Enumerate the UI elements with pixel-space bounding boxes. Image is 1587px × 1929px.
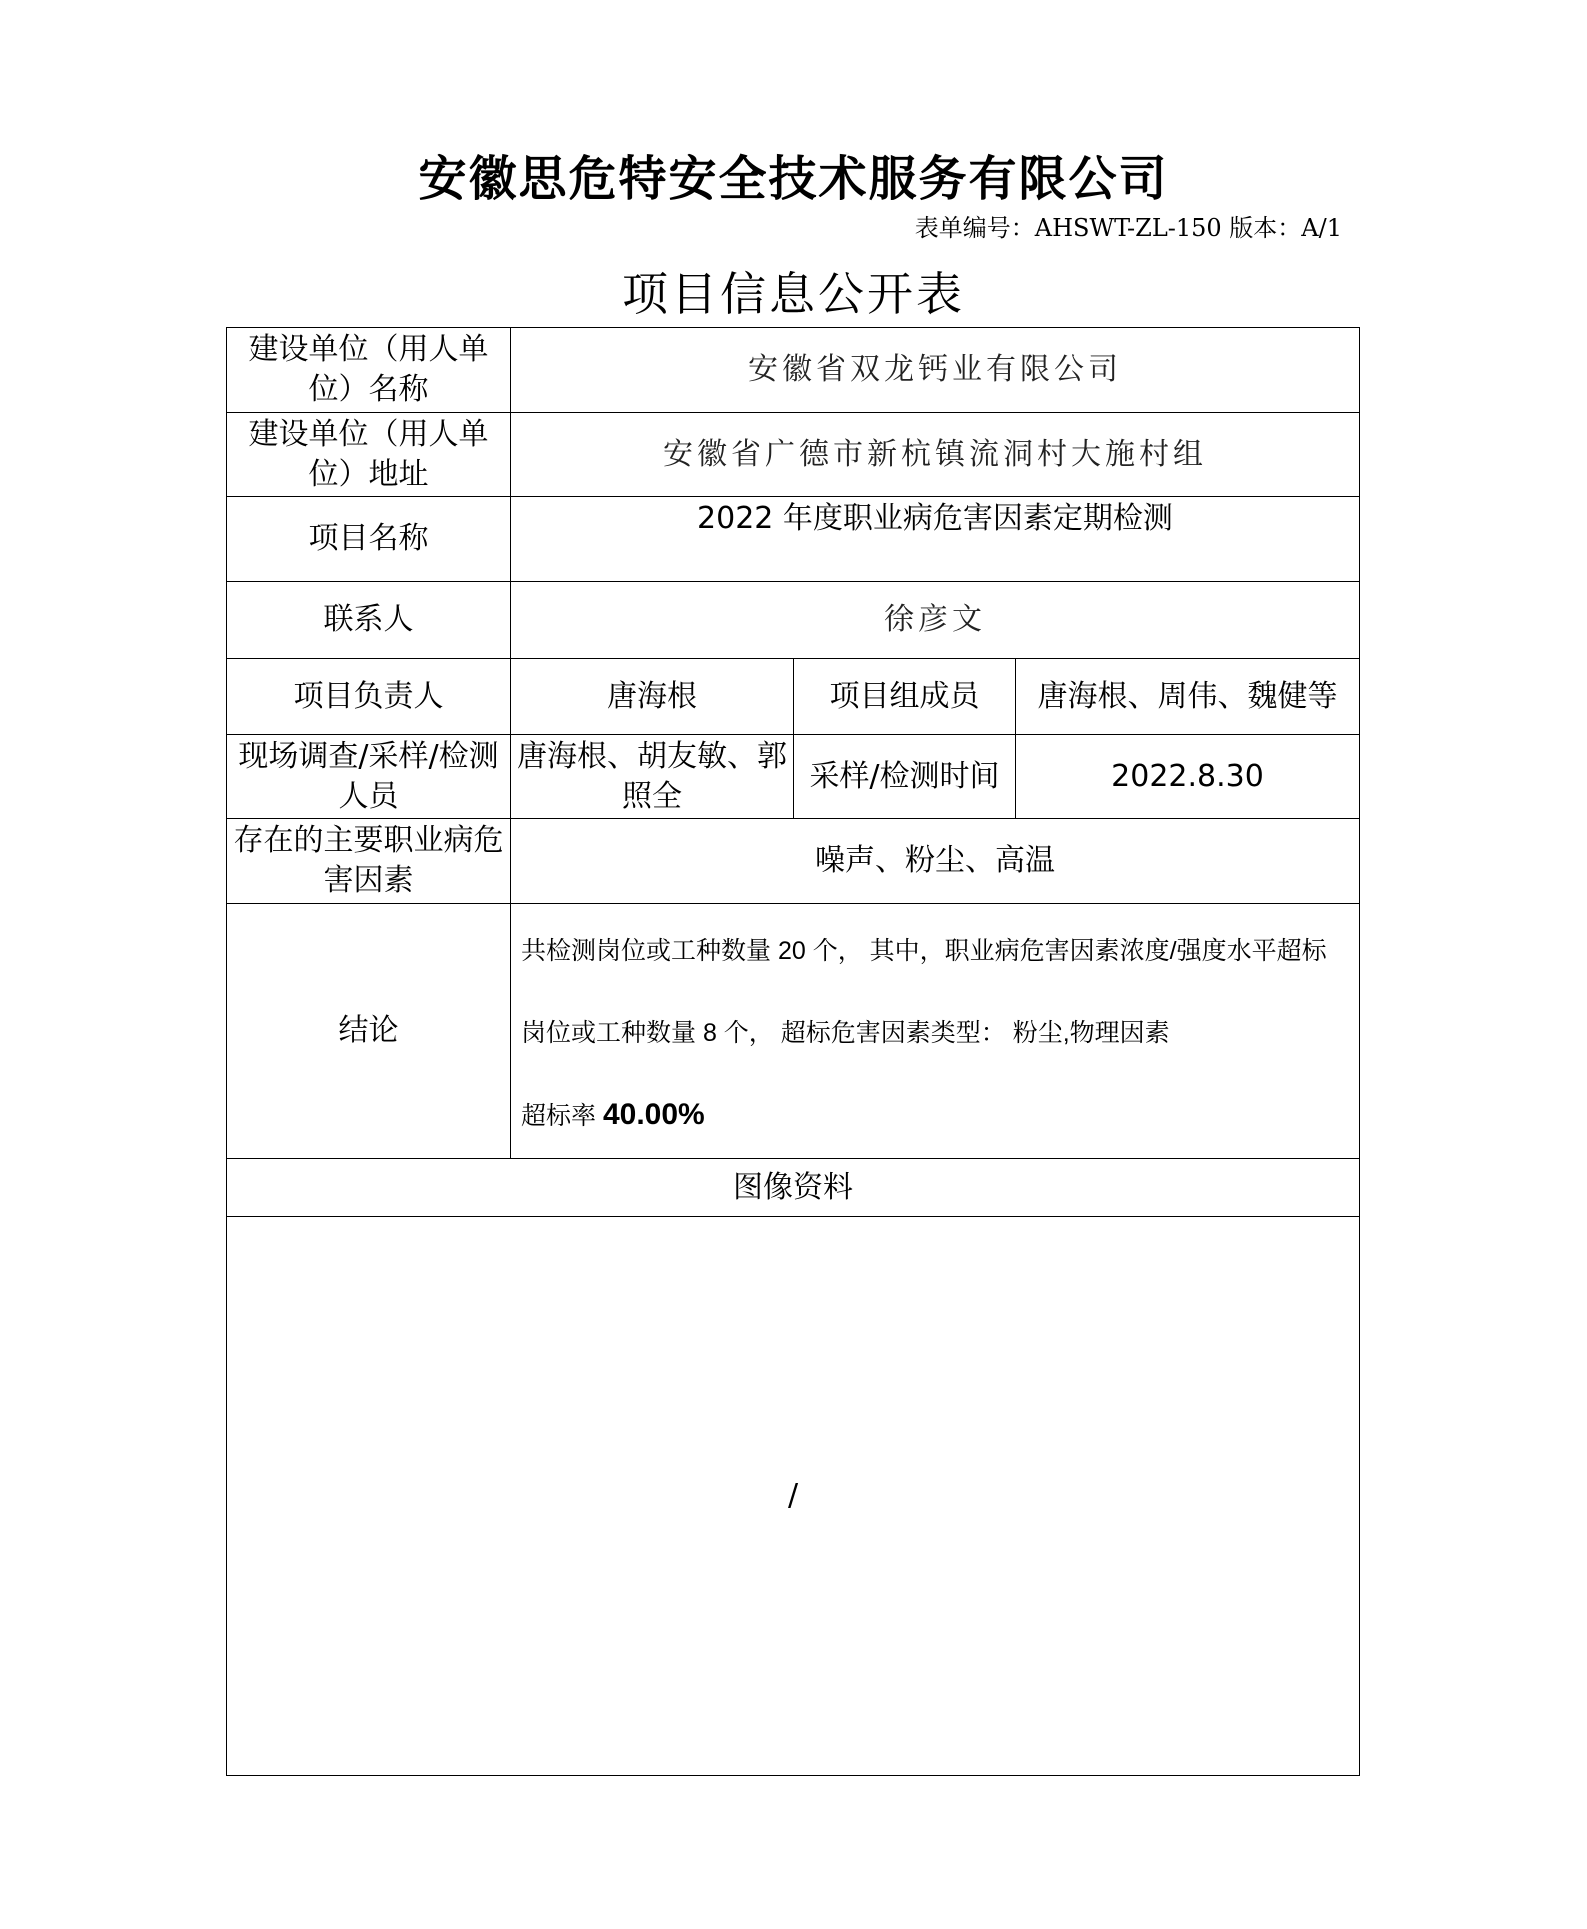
team-members-label: 项目组成员 — [794, 659, 1016, 735]
sampling-time-label: 采样/检测时间 — [794, 735, 1016, 819]
row-image-section-header — [227, 1159, 1360, 1217]
conclusion-line-2: 岗位或工种数量 8 个， 超标危害因素类型： 粉尘,物理因素 — [521, 1019, 1170, 1047]
hazards-value: 噪声、粉尘、高温 — [511, 819, 1360, 904]
contact-value: 徐彦文 — [511, 582, 1360, 659]
conclusion-line-1: 共检测岗位或工种数量 20 个， 其中，职业病危害因素浓度/强度水平超标 — [521, 937, 1327, 965]
exceed-rate-line — [521, 1074, 1349, 1156]
document-title: 项目信息公开表 — [622, 267, 965, 321]
row-conclusion — [227, 904, 1360, 1159]
project-lead-value: 唐海根 — [511, 659, 794, 735]
project-info-table — [226, 327, 1360, 1776]
row-image-content — [227, 1217, 1360, 1776]
row-contact — [227, 582, 1360, 659]
conclusion-value — [511, 904, 1360, 1159]
row-field-staff — [227, 735, 1360, 819]
sampling-time-value: 2022.8.30 — [1016, 735, 1360, 819]
employer-name-label: 建设单位（用人单位）名称 — [227, 328, 511, 413]
hazards-label: 存在的主要职业病危害因素 — [227, 819, 511, 904]
form-number: 表单编号：AHSWT-ZL-150 版本：A/1 — [914, 214, 1342, 242]
field-staff-value: 唐海根、胡友敏、郭照全 — [511, 735, 794, 819]
contact-label: 联系人 — [227, 582, 511, 659]
row-project-lead — [227, 659, 1360, 735]
company-name: 安徽思危特安全技术服务有限公司 — [418, 151, 1169, 207]
team-members-value: 唐海根、周伟、魏健等 — [1016, 659, 1360, 735]
exceed-rate-value: 40.00% — [602, 1098, 705, 1131]
image-section-label: 图像资料 — [227, 1159, 1360, 1217]
row-hazards — [227, 819, 1360, 904]
image-placeholder: / — [227, 1217, 1360, 1776]
row-employer-name — [227, 328, 1360, 413]
project-lead-label: 项目负责人 — [227, 659, 511, 735]
row-project-name — [227, 497, 1360, 582]
row-employer-address — [227, 413, 1360, 497]
project-name-label: 项目名称 — [227, 497, 511, 582]
employer-address-value: 安徽省广德市新杭镇流洞村大施村组 — [511, 413, 1360, 497]
conclusion-label: 结论 — [227, 904, 511, 1159]
employer-name-value: 安徽省双龙钙业有限公司 — [511, 328, 1360, 413]
exceed-rate-label: 超标率 — [521, 1102, 597, 1130]
project-name-value: 2022 年度职业病危害因素定期检测 — [511, 497, 1360, 582]
field-staff-label: 现场调查/采样/检测人员 — [227, 735, 511, 819]
employer-address-label: 建设单位（用人单位）地址 — [227, 413, 511, 497]
